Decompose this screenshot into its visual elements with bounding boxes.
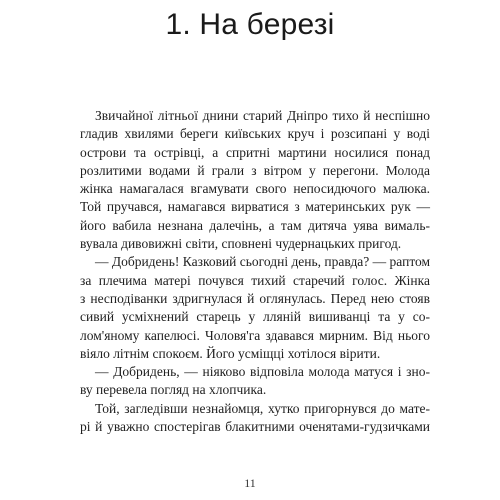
- text-line: Той пручався, намагався вирватися з материнських рук —: [80, 199, 430, 215]
- text-line: Той, загледівши незнайомця, хутко пригорнувся до мате-: [95, 400, 430, 416]
- text-line: за плечима матері почувся тихий старечий голос. Жінка: [80, 272, 430, 288]
- text-line: жінка намагалася вгамувати свого непосидючого малюка.: [80, 181, 430, 197]
- chapter-title: 1. На березі: [165, 8, 335, 41]
- text-line: розлитими водами й грали з вітром у перегони. Молода: [80, 162, 430, 178]
- paragraph-4: [80, 400, 430, 437]
- paragraph-1: [80, 107, 430, 253]
- body-text: [80, 107, 430, 436]
- text-line: вувала дивовижні світи, сповнені чудернацьких пригод.: [80, 236, 402, 252]
- text-line: сивий усміхнений старець у лляній вишиванці та у со-: [80, 309, 430, 325]
- text-line: з несподіванки здригнулася й оглянулась. Перед нею стояв: [80, 290, 430, 306]
- text-line: острови та острівці, а спритні мартини носилися понад: [80, 144, 430, 160]
- page-number: 11: [244, 476, 256, 490]
- text-line: його вабила незнана далечінь, а там дитяча уява вималь-: [80, 217, 430, 233]
- paragraph-3: [80, 363, 430, 400]
- text-line: — Добридень! Казковий сьогодні день, правда? — раптом: [95, 254, 431, 270]
- paragraph-2: [80, 253, 430, 363]
- text-line: ву перевела погляд на хлопчика.: [80, 382, 267, 398]
- text-line: лом'яному капелюсі. Чоловя'га здавався мирним. Від нього: [80, 327, 430, 343]
- text-line: — Добридень, — ніяково відповіла молода матуся і зно-: [95, 364, 430, 380]
- text-line: Звичайної літньої днини старий Дніпро тихо й неспішно: [95, 108, 430, 123]
- text-line: віяло літнім спокоєм. Його усміщці хотілося вірити.: [80, 345, 381, 361]
- text-line: гладив хвилями береги київських круч і розсипані у воді: [80, 126, 430, 142]
- text-line: рі й уважно спостерігав блакитними оченятами-гудзичками: [80, 419, 430, 435]
